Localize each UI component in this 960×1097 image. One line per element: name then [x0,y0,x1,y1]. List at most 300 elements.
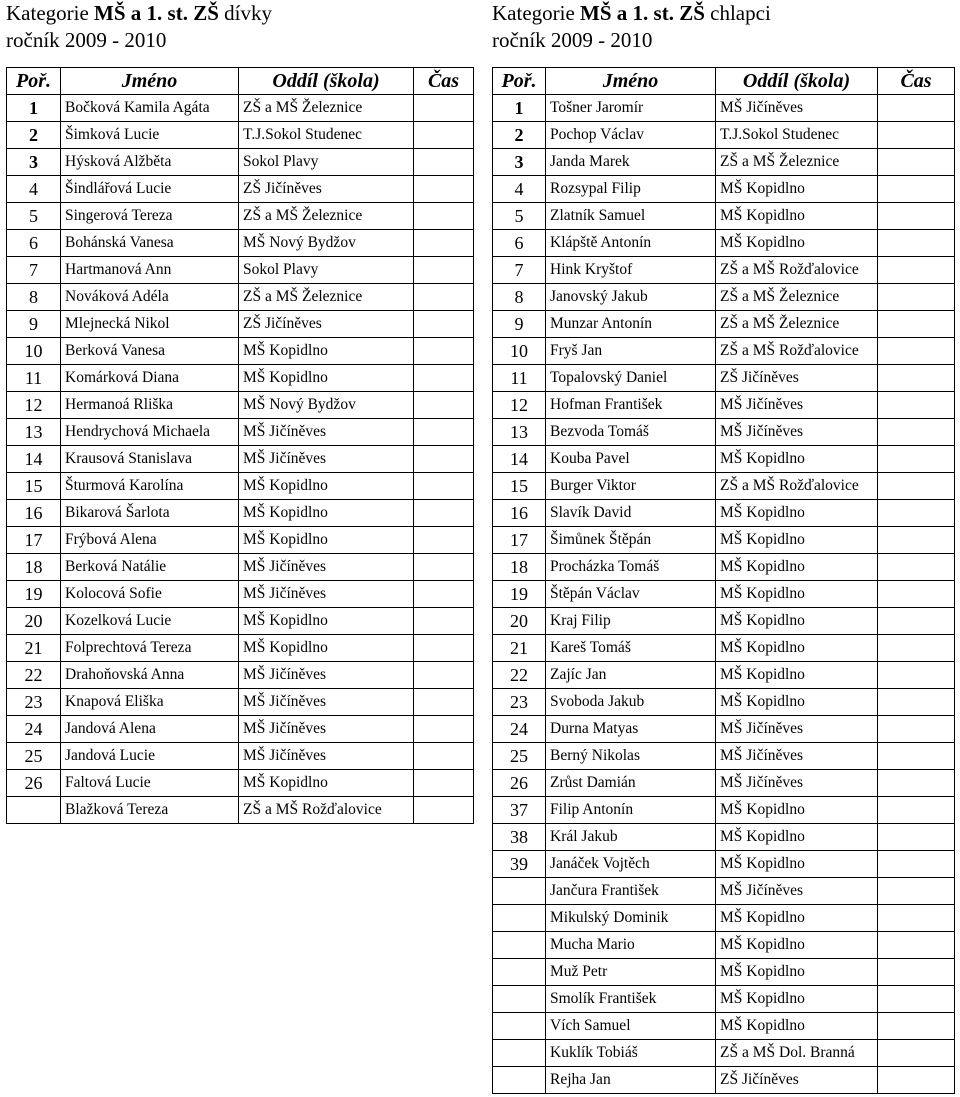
header-name: Jméno [546,68,716,95]
club-cell: MŠ Jičíněves [239,689,414,716]
rank-cell: 10 [493,338,546,365]
header-club: Oddíl (škola) [239,68,414,95]
time-cell [878,1067,955,1094]
name-cell: Kouba Pavel [546,446,716,473]
time-cell [414,95,474,122]
name-cell: Král Jakub [546,824,716,851]
club-cell: MŠ Kopidlno [239,608,414,635]
header-time: Čas [878,68,955,95]
club-cell: MŠ Nový Bydžov [239,392,414,419]
table-row [7,527,474,554]
rank-cell: 1 [7,95,61,122]
rank-cell: 13 [7,419,61,446]
rank-cell: 3 [7,149,61,176]
name-cell: Kareš Tomáš [546,635,716,662]
name-cell: Kozelková Lucie [61,608,239,635]
rank-cell: 6 [493,230,546,257]
table-row [7,581,474,608]
time-cell [878,284,955,311]
name-cell: Pochop Václav [546,122,716,149]
table-row [7,284,474,311]
table-row [493,959,955,986]
time-cell [414,635,474,662]
rank-cell: 23 [7,689,61,716]
rank-cell: 3 [493,149,546,176]
club-cell: MŠ Jičíněves [239,743,414,770]
name-cell: Zrůst Damián [546,770,716,797]
club-cell: Sokol Plavy [239,149,414,176]
time-cell [878,230,955,257]
table-row [493,1067,955,1094]
rank-cell: 19 [7,581,61,608]
time-cell [878,824,955,851]
rank-cell: 26 [7,770,61,797]
table-row [493,986,955,1013]
time-cell [878,203,955,230]
name-cell: Rejha Jan [546,1067,716,1094]
table-row [493,284,955,311]
rank-cell: 24 [493,716,546,743]
boys-title-prefix: Kategorie [492,1,581,25]
club-cell: MŠ Kopidlno [716,230,878,257]
name-cell: Blažková Tereza [61,797,239,824]
name-cell: Zlatník Samuel [546,203,716,230]
time-cell [878,446,955,473]
rank-cell: 9 [7,311,61,338]
table-row [7,446,474,473]
table-row [7,365,474,392]
table-row [493,419,955,446]
time-cell [878,257,955,284]
rank-cell: 5 [7,203,61,230]
time-cell [414,176,474,203]
name-cell: Hink Kryštof [546,257,716,284]
boys-title-bold: MŠ a 1. st. ZŠ [580,1,705,25]
girls-title [6,0,473,27]
table-row [7,635,474,662]
table-row [493,1013,955,1040]
table-row [493,473,955,500]
boys-title-suffix: chlapci [704,1,771,25]
club-cell: MŠ Kopidlno [239,770,414,797]
club-cell: MŠ Kopidlno [239,473,414,500]
boys-results-table [492,67,955,1094]
time-cell [414,149,474,176]
name-cell: Janda Marek [546,149,716,176]
time-cell [878,311,955,338]
time-cell [878,95,955,122]
time-cell [878,149,955,176]
rank-cell: 39 [493,851,546,878]
time-cell [878,986,955,1013]
table-row [7,338,474,365]
club-cell: ZŠ a MŠ Železnice [716,311,878,338]
time-cell [878,797,955,824]
rank-cell [493,986,546,1013]
rank-cell: 14 [7,446,61,473]
boys-header-row [493,68,955,95]
time-cell [878,608,955,635]
club-cell: MŠ Kopidlno [239,365,414,392]
rank-cell: 20 [493,608,546,635]
rank-cell: 38 [493,824,546,851]
girls-title-bold: MŠ a 1. st. ZŠ [94,1,219,25]
time-cell [414,419,474,446]
table-row [493,851,955,878]
rank-cell: 4 [493,176,546,203]
rank-cell [493,1040,546,1067]
table-row [493,770,955,797]
club-cell: ZŠ Jičíněves [716,1067,878,1094]
time-cell [878,959,955,986]
name-cell: Rozsypal Filip [546,176,716,203]
table-row [493,689,955,716]
rank-cell: 18 [7,554,61,581]
name-cell: Šturmová Karolína [61,473,239,500]
name-cell: Bikarová Šarlota [61,500,239,527]
club-cell: MŠ Kopidlno [716,527,878,554]
rank-cell [493,1067,546,1094]
table-row [493,338,955,365]
header-rank: Poř. [493,68,546,95]
club-cell: ZŠ a MŠ Rožďalovice [239,797,414,824]
name-cell: Hermanoá Rliška [61,392,239,419]
table-row [7,257,474,284]
club-cell: MŠ Kopidlno [716,176,878,203]
club-cell: MŠ Jičíněves [716,392,878,419]
rank-cell [493,959,546,986]
club-cell: MŠ Jičíněves [716,419,878,446]
name-cell: Topalovský Daniel [546,365,716,392]
rank-cell: 1 [493,95,546,122]
club-cell: MŠ Kopidlno [716,1013,878,1040]
rank-cell: 15 [7,473,61,500]
club-cell: MŠ Kopidlno [239,338,414,365]
name-cell: Kolocová Sofie [61,581,239,608]
header-time: Čas [414,68,474,95]
club-cell: MŠ Kopidlno [716,824,878,851]
rank-cell: 37 [493,797,546,824]
table-row [7,230,474,257]
time-cell [878,473,955,500]
name-cell: Berková Natálie [61,554,239,581]
rank-cell: 12 [493,392,546,419]
club-cell: MŠ Kopidlno [716,608,878,635]
name-cell: Klápště Antonín [546,230,716,257]
rank-cell: 11 [7,365,61,392]
rank-cell: 12 [7,392,61,419]
time-cell [878,122,955,149]
name-cell: Knapová Eliška [61,689,239,716]
name-cell: Bočková Kamila Agáta [61,95,239,122]
rank-cell: 19 [493,581,546,608]
table-row [7,95,474,122]
table-row [493,662,955,689]
table-row [493,608,955,635]
name-cell: Mlejnecká Nikol [61,311,239,338]
name-cell: Hendrychová Michaela [61,419,239,446]
rank-cell [493,905,546,932]
boys-title [492,0,954,27]
rank-cell: 25 [7,743,61,770]
rank-cell: 26 [493,770,546,797]
name-cell: Zajíc Jan [546,662,716,689]
name-cell: Jančura František [546,878,716,905]
time-cell [878,554,955,581]
rank-cell: 21 [7,635,61,662]
name-cell: Fryš Jan [546,338,716,365]
name-cell: Šimková Lucie [61,122,239,149]
time-cell [414,473,474,500]
rank-cell: 25 [493,743,546,770]
table-row [493,500,955,527]
time-cell [414,689,474,716]
name-cell: Berková Vanesa [61,338,239,365]
time-cell [414,311,474,338]
table-row [493,716,955,743]
name-cell: Durna Matyas [546,716,716,743]
club-cell: Sokol Plavy [239,257,414,284]
time-cell [414,338,474,365]
rank-cell: 11 [493,365,546,392]
time-cell [878,662,955,689]
header-rank: Poř. [7,68,61,95]
rank-cell: 5 [493,203,546,230]
table-row [7,203,474,230]
club-cell: MŠ Jičíněves [239,716,414,743]
table-row [7,689,474,716]
table-row [7,149,474,176]
club-cell: MŠ Jičíněves [716,95,878,122]
table-row [493,122,955,149]
name-cell: Smolík František [546,986,716,1013]
rank-cell: 10 [7,338,61,365]
club-cell: MŠ Jičíněves [239,554,414,581]
table-row [493,392,955,419]
name-cell: Slavík David [546,500,716,527]
club-cell: ZŠ a MŠ Železnice [716,149,878,176]
name-cell: Krausová Stanislava [61,446,239,473]
table-row [493,176,955,203]
table-row [493,1040,955,1067]
time-cell [414,203,474,230]
club-cell: MŠ Kopidlno [239,635,414,662]
rank-cell: 21 [493,635,546,662]
time-cell [414,554,474,581]
time-cell [414,284,474,311]
rank-cell: 16 [493,500,546,527]
rank-cell: 2 [7,122,61,149]
time-cell [414,527,474,554]
name-cell: Kuklík Tobiáš [546,1040,716,1067]
table-row [7,500,474,527]
time-cell [878,689,955,716]
club-cell: MŠ Kopidlno [716,986,878,1013]
header-name: Jméno [61,68,239,95]
table-row [493,635,955,662]
club-cell: ZŠ a MŠ Železnice [239,95,414,122]
table-row [7,743,474,770]
table-row [493,311,955,338]
time-cell [414,365,474,392]
time-cell [878,527,955,554]
time-cell [878,1040,955,1067]
girls-results-table [6,67,474,824]
rank-cell: 8 [7,284,61,311]
club-cell: ZŠ Jičíněves [716,365,878,392]
boys-panel [492,0,954,1088]
table-row [493,149,955,176]
rank-cell: 17 [7,527,61,554]
name-cell: Jandová Lucie [61,743,239,770]
table-row [7,770,474,797]
time-cell [878,905,955,932]
name-cell: Procházka Tomáš [546,554,716,581]
name-cell: Bezvoda Tomáš [546,419,716,446]
name-cell: Faltová Lucie [61,770,239,797]
rank-cell [493,932,546,959]
table-row [7,554,474,581]
time-cell [878,878,955,905]
time-cell [878,338,955,365]
club-cell: ZŠ a MŠ Rožďalovice [716,338,878,365]
club-cell: T.J.Sokol Studenec [716,122,878,149]
table-row [7,797,474,824]
club-cell: MŠ Jičíněves [716,716,878,743]
table-row [493,878,955,905]
time-cell [414,230,474,257]
table-row [493,581,955,608]
table-row [7,311,474,338]
club-cell: MŠ Kopidlno [716,932,878,959]
time-cell [878,392,955,419]
club-cell: MŠ Jičíněves [716,743,878,770]
club-cell: MŠ Kopidlno [716,581,878,608]
club-cell: ZŠ a MŠ Rožďalovice [716,257,878,284]
girls-table-body [7,95,474,824]
name-cell: Filip Antonín [546,797,716,824]
club-cell: MŠ Kopidlno [716,554,878,581]
name-cell: Frýbová Alena [61,527,239,554]
club-cell: MŠ Kopidlno [716,689,878,716]
club-cell: ZŠ a MŠ Železnice [239,284,414,311]
name-cell: Kraj Filip [546,608,716,635]
rank-cell: 14 [493,446,546,473]
table-row [493,797,955,824]
rank-cell: 22 [493,662,546,689]
name-cell: Šindlářová Lucie [61,176,239,203]
name-cell: Munzar Antonín [546,311,716,338]
time-cell [878,419,955,446]
girls-panel [6,0,473,818]
rank-cell: 23 [493,689,546,716]
name-cell: Vích Samuel [546,1013,716,1040]
club-cell: MŠ Nový Bydžov [239,230,414,257]
time-cell [878,932,955,959]
time-cell [878,581,955,608]
name-cell: Komárková Diana [61,365,239,392]
club-cell: MŠ Kopidlno [716,797,878,824]
table-row [493,257,955,284]
boys-subtitle: ročník 2009 - 2010 [492,28,653,52]
name-cell: Svoboda Jakub [546,689,716,716]
time-cell [414,581,474,608]
rank-cell: 22 [7,662,61,689]
time-cell [878,743,955,770]
name-cell: Drahoňovská Anna [61,662,239,689]
name-cell: Šimůnek Štěpán [546,527,716,554]
rank-cell: 16 [7,500,61,527]
girls-header-row [7,68,474,95]
time-cell [878,1013,955,1040]
rank-cell: 9 [493,311,546,338]
rank-cell: 17 [493,527,546,554]
club-cell: MŠ Jičíněves [716,770,878,797]
time-cell [414,608,474,635]
time-cell [878,500,955,527]
name-cell: Hýsková Alžběta [61,149,239,176]
name-cell: Burger Viktor [546,473,716,500]
time-cell [878,176,955,203]
club-cell: MŠ Jičíněves [716,878,878,905]
table-row [7,473,474,500]
rank-cell: 8 [493,284,546,311]
boys-table-body [493,95,955,1094]
table-row [7,419,474,446]
rank-cell: 6 [7,230,61,257]
rank-cell: 7 [7,257,61,284]
rank-cell [493,878,546,905]
time-cell [414,662,474,689]
name-cell: Jandová Alena [61,716,239,743]
table-row [493,743,955,770]
name-cell: Bohánská Vanesa [61,230,239,257]
table-row [493,203,955,230]
table-row [493,905,955,932]
table-row [7,662,474,689]
club-cell: MŠ Kopidlno [716,905,878,932]
time-cell [414,122,474,149]
time-cell [878,635,955,662]
time-cell [414,257,474,284]
table-row [493,230,955,257]
table-row [7,392,474,419]
table-row [7,716,474,743]
time-cell [414,500,474,527]
club-cell: T.J.Sokol Studenec [239,122,414,149]
name-cell: Mikulský Dominik [546,905,716,932]
time-cell [414,770,474,797]
name-cell: Hartmanová Ann [61,257,239,284]
name-cell: Muž Petr [546,959,716,986]
time-cell [878,770,955,797]
time-cell [878,716,955,743]
time-cell [878,365,955,392]
club-cell: MŠ Jičíněves [239,581,414,608]
rank-cell: 4 [7,176,61,203]
time-cell [414,716,474,743]
club-cell: MŠ Kopidlno [239,527,414,554]
club-cell: MŠ Kopidlno [716,203,878,230]
club-cell: ZŠ a MŠ Dol. Branná [716,1040,878,1067]
club-cell: MŠ Kopidlno [716,446,878,473]
name-cell: Mucha Mario [546,932,716,959]
rank-cell: 24 [7,716,61,743]
club-cell: ZŠ a MŠ Rožďalovice [716,473,878,500]
table-row [493,95,955,122]
name-cell: Tošner Jaromír [546,95,716,122]
club-cell: MŠ Kopidlno [716,500,878,527]
